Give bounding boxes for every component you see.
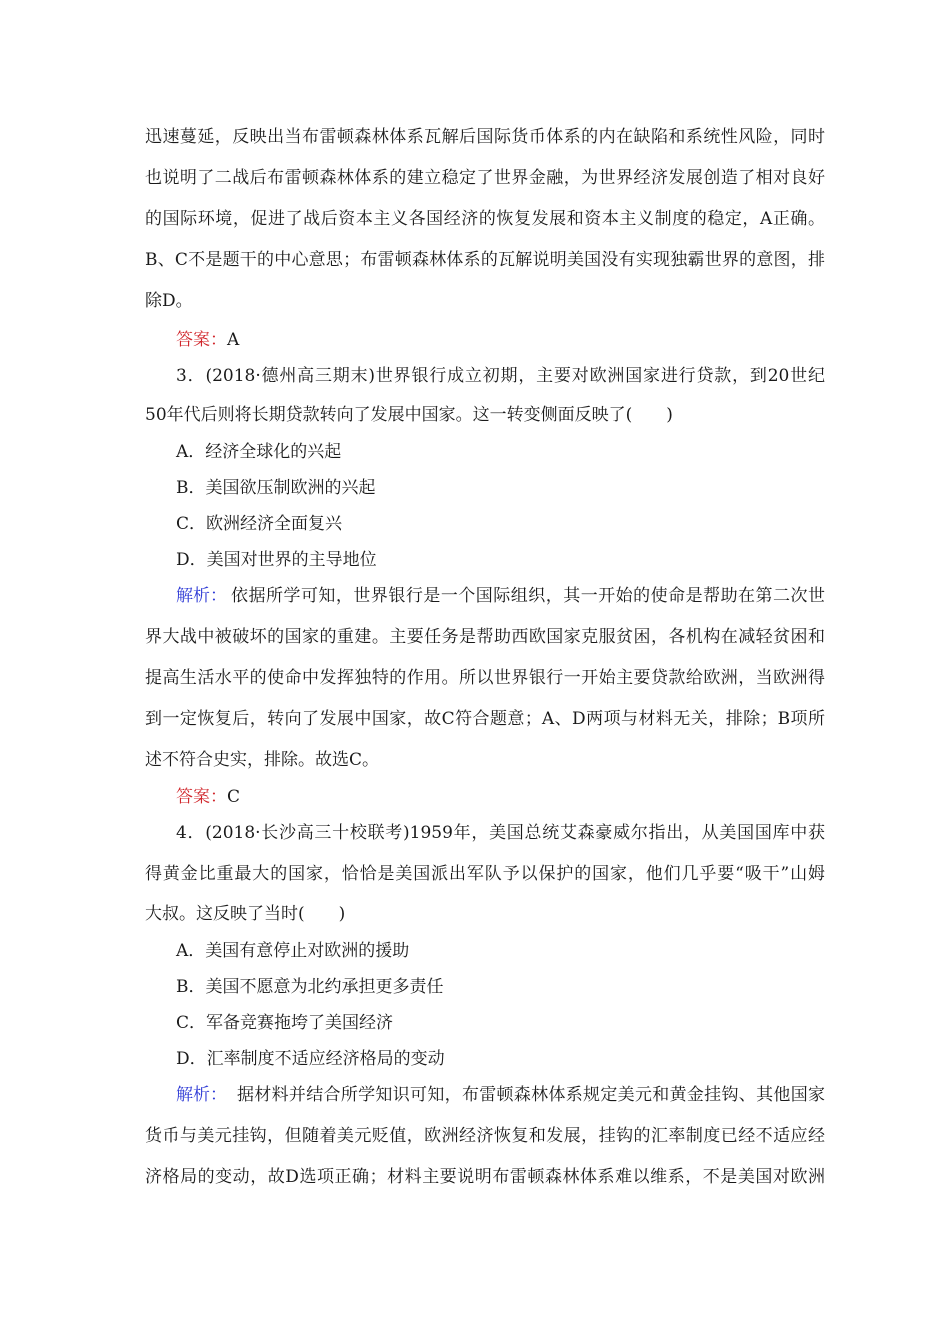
answer-label: 答案： [176, 330, 227, 350]
q4-option-b: B．美国不愿意为北约承担更多责任 [176, 977, 444, 997]
prev-analysis-line-5: 除D。 [145, 291, 193, 311]
q4-option-a: A．美国有意停止对欧洲的援助 [176, 941, 410, 961]
q4-stem-line-3: 大叔。这反映了当时( ) [145, 904, 346, 924]
q3-option-b: B．美国欲压制欧洲的兴起 [176, 478, 376, 498]
q4-analysis-text-1: 据材料并结合所学知识可知，布雷顿森林体系规定美元和黄金挂钩、其他国家 [237, 1085, 825, 1105]
q3-stem-line-2: 50年代后则将长期贷款转向了发展中国家。这一转变侧面反映了( ) [145, 405, 673, 425]
answer-label: 答案： [176, 787, 227, 807]
analysis-label: 解析： [176, 1085, 227, 1105]
answer-value: C [227, 787, 241, 807]
q4-analysis-line-3: 济格局的变动，故D选项正确；材料主要说明布雷顿森林体系难以维系，不是美国对欧洲 [145, 1167, 825, 1187]
q3-analysis-line-5: 述不符合史实，排除。故选C。 [145, 750, 380, 770]
q4-stem-line-2: 得黄金比重最大的国家，恰恰是美国派出军队予以保护的国家，他们几乎要“吸干”山姆 [145, 864, 825, 884]
answer-value: A [227, 330, 240, 350]
q3-option-d: D．美国对世界的主导地位 [176, 550, 377, 570]
analysis-label: 解析： [176, 586, 227, 606]
q3-analysis-line-1 [176, 585, 825, 607]
q3-option-a: A．经济全球化的兴起 [176, 442, 342, 462]
q4-analysis-line-2: 货币与美元挂钩，但随着美元贬值，欧洲经济恢复和发展，挂钩的汇率制度已经不适应经 [145, 1126, 825, 1146]
q3-option-c: C．欧洲经济全面复兴 [176, 514, 343, 534]
q3-stem-line-1: 3．(2018·德州高三期末)世界银行成立初期，主要对欧洲国家进行贷款，到20世纪 [176, 366, 825, 386]
prev-analysis-line-4: B、C不是题干的中心意思；布雷顿森林体系的瓦解说明美国没有实现独霸世界的意图，排 [145, 250, 825, 270]
q4-option-c: C．军备竞赛拖垮了美国经济 [176, 1013, 394, 1033]
prev-answer [176, 329, 856, 351]
q3-analysis-line-2: 界大战中被破坏的国家的重建。主要任务是帮助西欧国家克服贫困，各机构在减轻贫困和 [145, 627, 825, 647]
q3-analysis-line-4: 到一定恢复后，转向了发展中国家，故C符合题意；A、D两项与材料无关，排除；B项所 [145, 709, 825, 729]
q3-analysis-text-1: 依据所学可知，世界银行是一个国际组织，其一开始的使命是帮助在第二次世 [231, 586, 825, 606]
prev-analysis-line-2: 也说明了二战后布雷顿森林体系的建立稳定了世界金融，为世界经济发展创造了相对良好 [145, 168, 825, 188]
prev-analysis-line-3: 的国际环境，促进了战后资本主义各国经济的恢复发展和资本主义制度的稳定，A正确。 [145, 209, 825, 229]
q4-analysis-line-1 [176, 1084, 825, 1106]
q3-answer [176, 786, 856, 808]
q3-analysis-line-3: 提高生活水平的使命中发挥独特的作用。所以世界银行一开始主要贷款给欧洲，当欧洲得 [145, 668, 825, 688]
prev-analysis-line-1: 迅速蔓延，反映出当布雷顿森林体系瓦解后国际货币体系的内在缺陷和系统性风险，同时 [145, 127, 825, 147]
q4-option-d: D．汇率制度不适应经济格局的变动 [176, 1049, 445, 1069]
q4-stem-line-1: 4．(2018·长沙高三十校联考)1959年，美国总统艾森豪威尔指出，从美国国库中获 [176, 823, 825, 843]
